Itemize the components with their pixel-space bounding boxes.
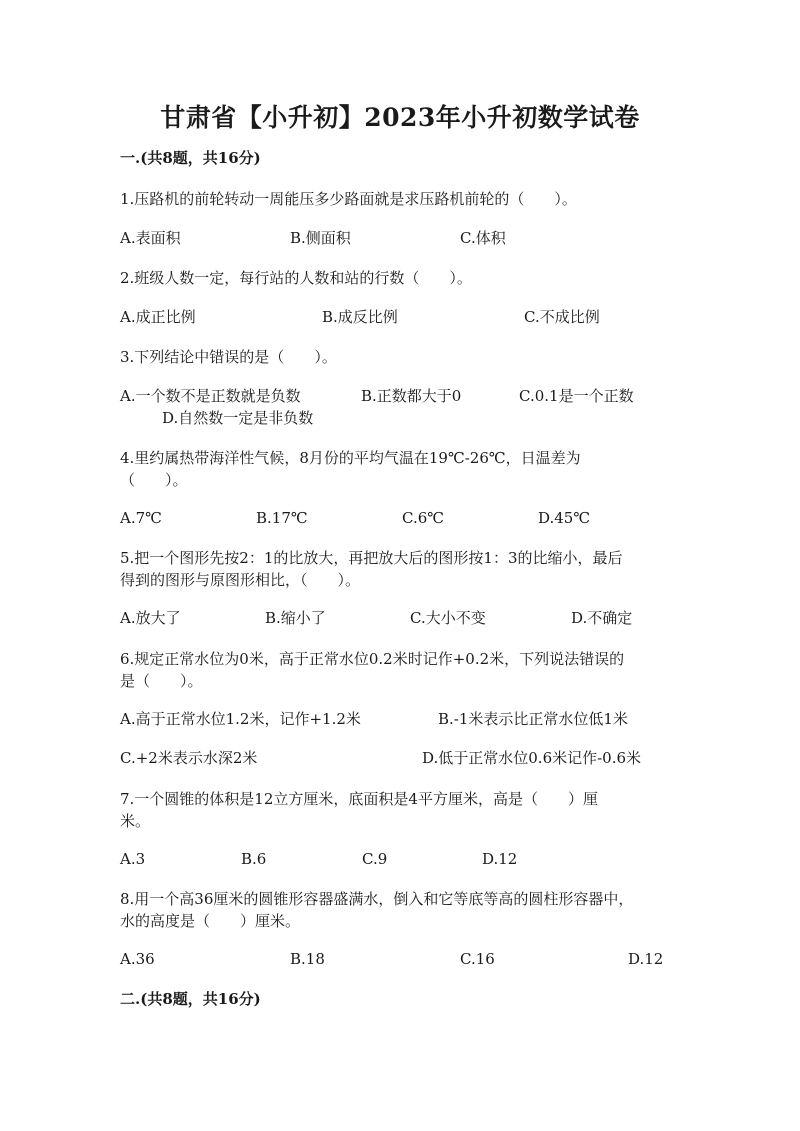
question-2-option-b: B.成反比例 bbox=[322, 308, 398, 326]
section-heading-2: 二.(共8题，共16分) bbox=[120, 990, 261, 1008]
question-6-option-d: D.低于正常水位0.6米记作-0.6米 bbox=[422, 749, 642, 767]
question-8-option-d: D.12 bbox=[628, 950, 664, 968]
question-8-stem-line-2: 水的高度是（ ）厘米。 bbox=[120, 912, 301, 930]
question-8-option-b: B.18 bbox=[290, 950, 325, 968]
question-3-stem: 3.下列结论中错误的是（ ）。 bbox=[120, 348, 337, 366]
question-3-option-a: A.一个数不是正数就是负数 bbox=[120, 387, 301, 405]
question-5-option-b: B.缩小了 bbox=[265, 609, 326, 627]
question-6-option-c: C.+2米表示水深2米 bbox=[120, 749, 258, 767]
question-5-option-c: C.大小不变 bbox=[410, 609, 486, 627]
question-8-stem-line-1: 8.用一个高36厘米的圆锥形容器盛满水，倒入和它等底等高的圆柱形容器中， bbox=[120, 890, 634, 908]
question-7-option-c: C.9 bbox=[362, 850, 388, 868]
question-5-stem-line-1: 5.把一个图形先按2：1的比放大，再把放大后的图形按1：3的比缩小，最后 bbox=[120, 549, 623, 567]
question-7-option-a: A.3 bbox=[120, 850, 146, 868]
question-6-option-a: A.高于正常水位1.2米，记作+1.2米 bbox=[120, 710, 361, 728]
question-5-option-a: A.放大了 bbox=[120, 609, 181, 627]
question-4-stem-line-1: 4.里约属热带海洋性气候，8月份的平均气温在19℃-26℃，日温差为 bbox=[120, 449, 581, 467]
question-2-stem: 2.班级人数一定，每行站的人数和站的行数（ ）。 bbox=[120, 269, 472, 287]
question-3-option-d: D.自然数一定是非负数 bbox=[162, 409, 314, 427]
question-6-stem-line-2: 是（ ）。 bbox=[120, 672, 203, 690]
question-7-option-d: D.12 bbox=[482, 850, 518, 868]
question-5-option-d: D.不确定 bbox=[571, 609, 633, 627]
question-2-option-a: A.成正比例 bbox=[120, 308, 196, 326]
question-3-option-c: C.0.1是一个正数 bbox=[519, 387, 634, 405]
question-1-option-c: C.体积 bbox=[460, 229, 506, 247]
question-4-option-a: A.7℃ bbox=[120, 509, 162, 527]
question-7-option-b: B.6 bbox=[241, 850, 267, 868]
exam-title: 甘肃省【小升初】2023年小升初数学试卷 bbox=[160, 103, 640, 132]
question-6-stem-line-1: 6.规定正常水位为0米，高于正常水位0.2米时记作+0.2米，下列说法错误的 bbox=[120, 650, 625, 668]
section-heading-1: 一.(共8题，共16分) bbox=[120, 149, 261, 167]
question-2-option-c: C.不成比例 bbox=[524, 308, 600, 326]
question-7-stem-line-1: 7.一个圆锥的体积是12立方厘米，底面积是4平方厘米，高是（ ）厘 bbox=[120, 790, 598, 808]
question-4-option-b: B.17℃ bbox=[256, 509, 308, 527]
question-8-option-a: A.36 bbox=[120, 950, 155, 968]
question-4-option-c: C.6℃ bbox=[402, 509, 445, 527]
question-5-stem-line-2: 得到的图形与原图形相比，（ ）。 bbox=[120, 571, 361, 589]
question-3-option-b: B.正数都大于0 bbox=[361, 387, 462, 405]
question-8-option-c: C.16 bbox=[460, 950, 495, 968]
question-7-stem-line-2: 米。 bbox=[120, 812, 151, 830]
question-6-option-b: B.-1米表示比正常水位低1米 bbox=[438, 710, 628, 728]
question-1-option-b: B.侧面积 bbox=[290, 229, 351, 247]
question-4-stem-line-2: （ ）。 bbox=[120, 471, 188, 489]
question-4-option-d: D.45℃ bbox=[538, 509, 591, 527]
question-1-option-a: A.表面积 bbox=[120, 229, 181, 247]
question-1-stem: 1.压路机的前轮转动一周能压多少路面就是求压路机前轮的（ ）。 bbox=[120, 190, 577, 208]
